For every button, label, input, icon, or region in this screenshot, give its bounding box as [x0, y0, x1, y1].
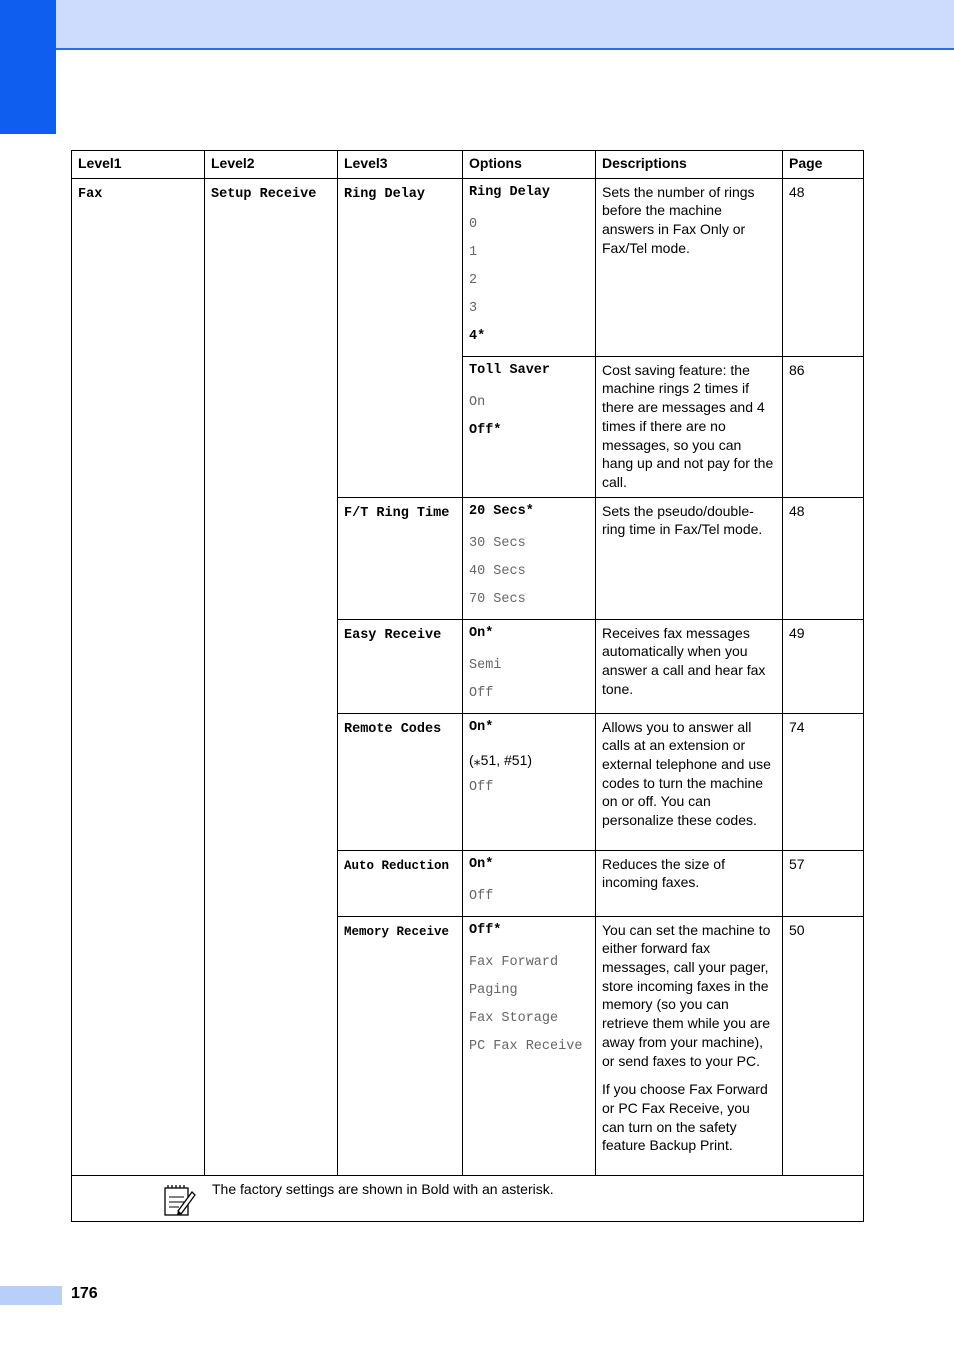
header-level1: Level1	[72, 151, 205, 179]
options-cell	[463, 497, 596, 619]
option-item: 70 Secs	[469, 591, 526, 607]
option-item: 20 Secs*	[469, 503, 534, 519]
table-row	[72, 178, 864, 356]
page-ref: 49	[789, 624, 805, 641]
description-cell	[596, 619, 783, 713]
level1-label: Fax	[78, 186, 103, 202]
page-cell	[783, 619, 864, 713]
option-item: 1	[469, 244, 478, 260]
option-item: Paging	[469, 982, 518, 998]
level3-cell	[338, 713, 463, 850]
page-cell	[783, 916, 864, 1175]
level3-label: Remote Codes	[344, 721, 442, 737]
description-cell	[596, 178, 783, 356]
option-item: On*	[469, 856, 494, 872]
option-item: Off*	[469, 922, 502, 938]
description-text: Receives fax messages automatically when you answer a call and hear fax tone.	[602, 624, 766, 697]
table-header-row	[72, 151, 864, 179]
page-cell	[783, 356, 864, 497]
option-item: 40 Secs	[469, 563, 526, 579]
description-cell	[596, 713, 783, 850]
option-item: Semi	[469, 657, 502, 673]
level2-cell	[205, 178, 338, 1175]
option-item: On*	[469, 625, 494, 641]
page-ref: 74	[789, 718, 805, 735]
option-item: (⁎51, #51)	[469, 751, 533, 768]
options-cell	[463, 850, 596, 916]
level3-cell	[338, 916, 463, 1175]
option-item: On	[469, 394, 486, 410]
description-text: Allows you to answer all calls at an extension or external telephone and use codes to turn the machine on or off. You can personalize these codes.	[602, 718, 771, 829]
description-text: Cost saving feature: the machine rings 2 times if there are messages and 4 times if there are no messages, so you can hang up and not pay for the call.	[602, 361, 774, 490]
option-item: Off	[469, 779, 494, 795]
page-ref: 50	[789, 921, 805, 938]
description-text: Reduces the size of incoming faxes.	[602, 855, 725, 891]
header-level2: Level2	[205, 151, 338, 179]
description-cell	[596, 916, 783, 1175]
header-band	[0, 0, 954, 50]
option-item: Off*	[469, 422, 502, 438]
option-item: 30 Secs	[469, 535, 526, 551]
description-text: Sets the number of rings before the machine answers in Fax Only or Fax/Tel mode.	[602, 183, 755, 256]
header-descriptions: Descriptions	[596, 151, 783, 179]
option-item: Off	[469, 888, 494, 904]
note-cell	[72, 1175, 864, 1221]
settings-table	[71, 150, 864, 1222]
header-page: Page	[783, 151, 864, 179]
page-number: 176	[71, 1285, 98, 1302]
description-text: Sets the pseudo/double-ring time in Fax/Tel mode.	[602, 502, 763, 538]
options-cell	[463, 916, 596, 1175]
level3-label: Memory Receive	[344, 924, 450, 939]
level3-label: Easy Receive	[344, 627, 442, 643]
option-item: Ring Delay	[469, 184, 551, 200]
option-item: Off	[469, 685, 494, 701]
option-item: PC Fax Receive	[469, 1038, 583, 1054]
option-item: 0	[469, 216, 478, 232]
footer-tab	[0, 1286, 62, 1305]
option-item: On*	[469, 719, 494, 735]
header-level3: Level3	[338, 151, 463, 179]
note-row	[72, 1175, 864, 1221]
options-cell	[463, 356, 596, 497]
header-options: Options	[463, 151, 596, 179]
page-ref: 48	[789, 502, 805, 519]
level3-label: Auto Reduction	[344, 858, 450, 873]
level3-label: Ring Delay	[344, 186, 426, 202]
option-item: 2	[469, 272, 478, 288]
level3-cell	[338, 497, 463, 619]
page-cell	[783, 713, 864, 850]
option-item: Fax Forward	[469, 954, 559, 970]
options-cell	[463, 619, 596, 713]
description-cell	[596, 850, 783, 916]
level3-cell	[338, 850, 463, 916]
option-item: 3	[469, 300, 478, 316]
note-pencil-icon	[162, 1183, 196, 1217]
level2-label: Setup Receive	[211, 186, 317, 202]
description-cell	[596, 356, 783, 497]
page-ref: 57	[789, 855, 805, 872]
page-cell	[783, 497, 864, 619]
chapter-tab	[0, 0, 56, 134]
options-cell	[463, 178, 596, 356]
note-text: The factory settings are shown in Bold with an asterisk.	[212, 1180, 554, 1197]
page-ref: 48	[789, 183, 805, 200]
option-item: 4*	[469, 328, 486, 344]
level1-cell	[72, 178, 205, 1175]
level3-cell	[338, 178, 463, 497]
description-text: You can set the machine to either forward fax messages, call your pager, store incoming faxes in the memory (so you can retrieve them while you are away from your machine), or send faxes to your PC.	[602, 921, 771, 1069]
page-ref: 86	[789, 361, 805, 378]
option-item: Fax Storage	[469, 1010, 559, 1026]
description-cell	[596, 497, 783, 619]
level3-cell	[338, 619, 463, 713]
option-item: Toll Saver	[469, 362, 551, 378]
description-text-2: If you choose Fax Forward or PC Fax Receive, you can turn on the safety feature Backup Print.	[602, 1081, 768, 1154]
page-cell	[783, 850, 864, 916]
page-cell	[783, 178, 864, 356]
level3-label: F/T Ring Time	[344, 505, 450, 521]
options-cell	[463, 713, 596, 850]
